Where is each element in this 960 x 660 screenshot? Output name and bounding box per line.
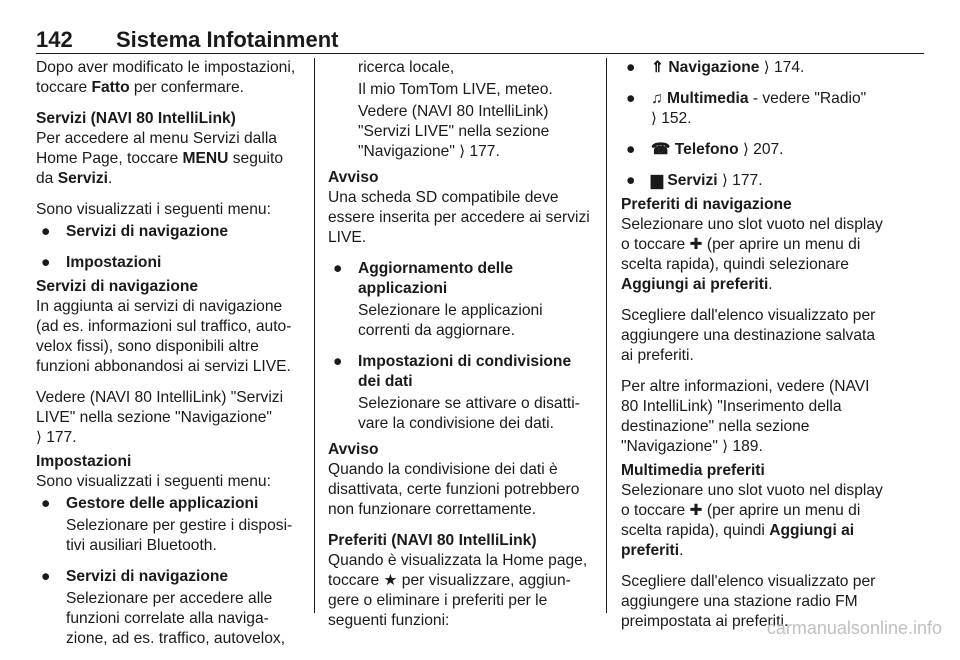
- list-item: ● Servizi di navigazione: [41, 568, 229, 585]
- list-item: ● Servizi di navigazione: [41, 223, 229, 240]
- page-ref-arrow-icon: ⟩: [651, 110, 657, 127]
- paragraph-servizi-access: Per accedere al menu Servizi dalla Home Page, toccare MENU seguito da Servizi.: [36, 130, 284, 187]
- paragraph-confirm: Dopo aver modificato le impostazioni, toccare Fatto per confermare.: [36, 59, 296, 96]
- list-item: ● ⇑ Navigazione ⟩ 174.: [626, 59, 805, 76]
- list-item-description: Selezionare per gestire i disposi-tivi ausiliari Bluetooth.: [66, 517, 293, 554]
- column-3: [621, 58, 891, 643]
- continued-text-1: ricerca locale,: [358, 59, 455, 76]
- services-icon: ▆: [651, 172, 663, 189]
- list-item: ● ☎ Telefono ⟩ 207.: [626, 141, 784, 158]
- bullet-icon: ●: [41, 568, 51, 585]
- continued-text-3: Vedere (NAVI 80 IntelliLink) "Servizi LIVE" nella sezione "Navigazione" ⟩ 177.: [358, 103, 550, 160]
- fatto-label: Fatto: [91, 79, 130, 96]
- paragraph-multimedia-favourites: Selezionare uno slot vuoto nel display o toccare ✚ (per aprire un menu di scelta rapida), quindi Aggiungi ai preferiti.: [621, 482, 883, 559]
- column-2: [328, 58, 592, 642]
- paragraph-nav-favourites: Selezionare uno slot vuoto nel display o toccare ✚ (per aprire un menu di scelta rapida), quindi selezionare Aggiungi ai preferiti.: [621, 216, 883, 293]
- list-item: ● ▆ Servizi ⟩ 177.: [626, 172, 763, 189]
- plus-icon: ✚: [689, 236, 703, 253]
- list-item: ● Aggiornamento delle applicazioni: [333, 260, 514, 297]
- heading-preferiti: Preferiti (NAVI 80 IntelliLink): [328, 532, 537, 549]
- plus-icon: ✚: [689, 502, 703, 519]
- column-divider-2: [606, 58, 607, 613]
- star-icon: ★: [383, 572, 398, 589]
- paragraph-see-live: Vedere (NAVI 80 IntelliLink) "Servizi LIVE" nella sezione "Navigazione" ⟩ 177.: [36, 389, 284, 446]
- bullet-icon: ●: [626, 90, 636, 107]
- paragraph-nav-choose: Scegliere dall'elenco visualizzato per aggiungere una destinazione salvata ai preferiti.: [621, 307, 876, 364]
- bullet-icon: ●: [333, 260, 343, 277]
- paragraph-nav-services: In aggiunta ai servizi di navigazione (ad es. informazioni sul traffico, auto-velox fissi), sono disponibili altre funzioni abbonandosi ai servizi LIVE.: [36, 298, 292, 375]
- list-item-description: Selezionare se attivare o disatti-vare la condivisione dei dati.: [358, 395, 580, 432]
- navigation-icon: ⇑: [651, 59, 665, 76]
- paragraph-see-destination: Per altre informazioni, vedere (NAVI 80 IntelliLink) "Inserimento della destinazione" nella sezione "Navigazione" ⟩ 189.: [621, 378, 870, 455]
- page-header: [36, 27, 924, 52]
- heading-avviso-1: Avviso: [328, 169, 379, 186]
- heading-nav-services: Servizi di navigazione: [36, 278, 199, 295]
- column-1: [36, 58, 304, 660]
- paragraph-multimedia-choose: Scegliere dall'elenco visualizzato per aggiungere una stazione radio FM preimpostata ai preferiti.: [621, 573, 876, 630]
- heading-multimedia-favourites: Multimedia preferiti: [621, 462, 765, 479]
- list-item-description: Selezionare per accedere alle funzioni correlate alla naviga-zione, ad es. traffico, autovelox,: [66, 590, 286, 647]
- bullet-icon: ●: [41, 495, 51, 512]
- header-rule: [36, 53, 924, 54]
- page-ref-arrow-icon: ⟩: [721, 172, 728, 189]
- heading-servizi: Servizi (NAVI 80 IntelliLink): [36, 110, 236, 127]
- continued-text-2: Il mio TomTom LIVE, meteo.: [358, 81, 553, 98]
- page-number: 142: [36, 27, 73, 52]
- footer-watermark: carmanualsonline.info: [766, 618, 942, 638]
- page-ref-arrow-icon: ⟩: [722, 438, 729, 455]
- page-ref-arrow-icon: ⟩: [36, 429, 42, 446]
- column-divider-1: [314, 58, 315, 613]
- multimedia-icon: ♫: [651, 90, 663, 107]
- paragraph-avviso-2: Quando la condivisione dei dati è disattivata, certe funzioni potrebbero non funzionare correttamente.: [328, 461, 580, 518]
- paragraph-preferiti: Quando è visualizzata la Home page, toccare ★ per visualizzare, aggiun-gere o eliminare i preferiti per le seguenti funzioni:: [328, 552, 588, 629]
- bullet-icon: ●: [41, 254, 51, 271]
- list-item-description: Selezionare le applicazioni correnti da aggiornare.: [358, 302, 543, 339]
- bullet-icon: ●: [626, 172, 636, 189]
- phone-icon: ☎: [651, 141, 671, 158]
- paragraph-menu-list-intro: Sono visualizzati i seguenti menu:: [36, 201, 271, 218]
- list-item: ● Gestore delle applicazioni: [41, 495, 259, 512]
- page-ref-arrow-icon: ⟩: [763, 59, 770, 76]
- heading-impostazioni: Impostazioni: [36, 453, 132, 470]
- list-item: ● Impostazioni: [41, 254, 162, 271]
- paragraph-imp-intro: Sono visualizzati i seguenti menu:: [36, 473, 271, 490]
- page-ref-arrow-icon: ⟩: [459, 143, 466, 160]
- bullet-icon: ●: [41, 223, 51, 240]
- heading-avviso-2: Avviso: [328, 441, 379, 458]
- list-item: ● Impostazioni di condivisione dei dati: [333, 353, 572, 390]
- paragraph-avviso-1: Una scheda SD compatibile deve essere inserita per accedere ai servizi LIVE.: [328, 189, 590, 246]
- heading-nav-favourites: Preferiti di navigazione: [621, 196, 792, 213]
- page-ref-arrow-icon: ⟩: [742, 141, 749, 158]
- list-item: ● ♫ Multimedia - vedere "Radio" ⟩ 152.: [626, 90, 867, 127]
- bullet-icon: ●: [333, 353, 343, 370]
- bullet-icon: ●: [626, 141, 636, 158]
- bullet-icon: ●: [626, 59, 636, 76]
- page-title: Sistema Infotainment: [116, 27, 339, 52]
